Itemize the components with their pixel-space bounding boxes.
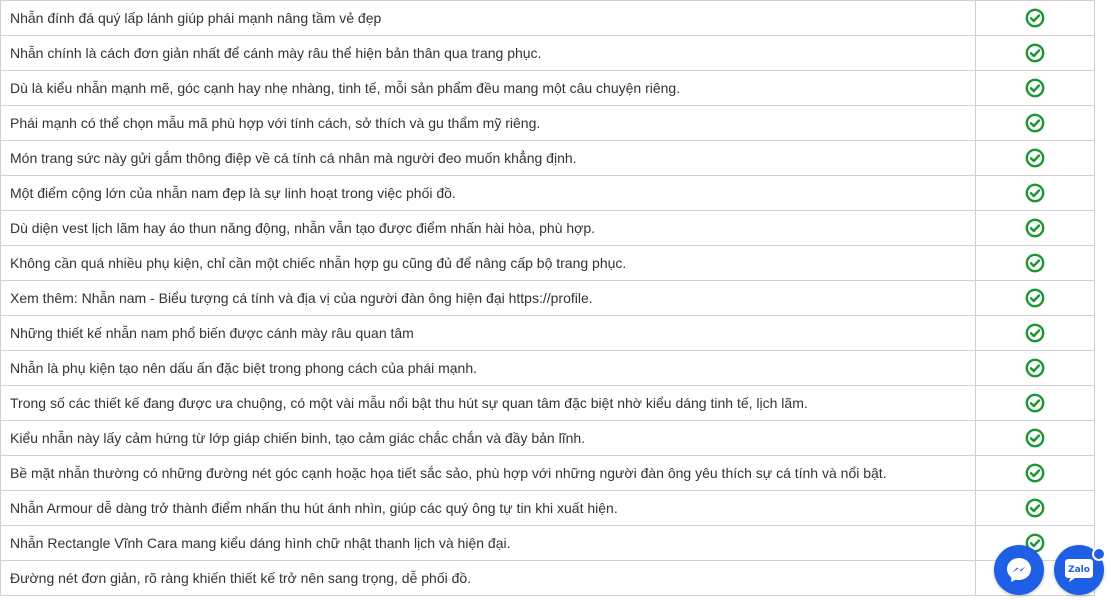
table-row: [1, 141, 1095, 176]
table-row: [1, 386, 1095, 421]
row-status-cell: [976, 36, 1095, 71]
messenger-icon: [1004, 555, 1034, 585]
check-circle-icon: [1025, 323, 1045, 343]
row-status-cell: [976, 351, 1095, 386]
row-text: Một điểm cộng lớn của nhẫn nam đẹp là sự linh hoạt trong việc phối đồ.: [1, 176, 976, 211]
table-row: [1, 316, 1095, 351]
check-circle-icon: [1025, 43, 1045, 63]
table-row: [1, 246, 1095, 281]
table-row: [1, 176, 1095, 211]
row-text: Không cần quá nhiều phụ kiện, chỉ cần một chiếc nhẫn hợp gu cũng đủ để nâng cấp bộ trang phục.: [1, 246, 976, 281]
check-circle-icon: [1025, 288, 1045, 308]
row-text: Những thiết kế nhẫn nam phổ biến được cánh mày râu quan tâm: [1, 316, 976, 351]
table-row: [1, 211, 1095, 246]
row-text: Xem thêm: Nhẫn nam - Biểu tượng cá tính và địa vị của người đàn ông hiện đại https://profile.: [1, 281, 976, 316]
table-row: [1, 36, 1095, 71]
check-circle-icon: [1025, 113, 1045, 133]
row-text: Đường nét đơn giản, rõ ràng khiến thiết kế trở nên sang trọng, dễ phối đồ.: [1, 561, 976, 596]
row-text: Bề mặt nhẫn thường có những đường nét góc cạnh hoặc họa tiết sắc sảo, phù hợp với những người đàn ông yêu thích sự cá tính và nổi bật.: [1, 456, 976, 491]
check-circle-icon: [1025, 393, 1045, 413]
check-circle-icon: [1025, 148, 1045, 168]
row-text: Kiểu nhẫn này lấy cảm hứng từ lớp giáp chiến binh, tạo cảm giác chắc chắn và đầy bản lĩnh.: [1, 421, 976, 456]
table-row: [1, 491, 1095, 526]
table-row: [1, 526, 1095, 561]
row-text: Nhẫn Rectangle Vĩnh Cara mang kiểu dáng hình chữ nhật thanh lịch và hiện đại.: [1, 526, 976, 561]
zalo-label: Zalo: [1068, 565, 1090, 575]
row-status-cell: [976, 106, 1095, 141]
notification-badge: [1092, 547, 1106, 561]
row-status-cell: [976, 456, 1095, 491]
table-row: [1, 1, 1095, 36]
row-text: Món trang sức này gửi gắm thông điệp về cá tính cá nhân mà người đeo muốn khẳng định.: [1, 141, 976, 176]
check-circle-icon: [1025, 253, 1045, 273]
check-circle-icon: [1025, 183, 1045, 203]
row-status-cell: [976, 141, 1095, 176]
row-text: Nhẫn Armour dễ dàng trở thành điểm nhấn thu hút ánh nhìn, giúp các quý ông tự tin khi xuất hiện.: [1, 491, 976, 526]
table-row: [1, 281, 1095, 316]
row-text: Dù là kiểu nhẫn mạnh mẽ, góc cạnh hay nhẹ nhàng, tinh tế, mỗi sản phẩm đều mang một câu chuyện riêng.: [1, 71, 976, 106]
table-row: [1, 351, 1095, 386]
check-circle-icon: [1025, 498, 1045, 518]
row-text: Dù diện vest lịch lãm hay áo thun năng động, nhẫn vẫn tạo được điểm nhấn hài hòa, phù hợp.: [1, 211, 976, 246]
zalo-icon: [1063, 555, 1095, 585]
row-status-cell: [976, 316, 1095, 351]
row-status-cell: [976, 491, 1095, 526]
row-status-cell: [976, 1, 1095, 36]
row-status-cell: [976, 281, 1095, 316]
check-circle-icon: [1025, 78, 1045, 98]
table-row: [1, 456, 1095, 491]
messenger-button[interactable]: [994, 545, 1044, 595]
row-status-cell: [976, 386, 1095, 421]
check-circle-icon: [1025, 428, 1045, 448]
row-status-cell: [976, 71, 1095, 106]
table-row: [1, 71, 1095, 106]
row-status-cell: [976, 176, 1095, 211]
table-row: [1, 106, 1095, 141]
table-row: [1, 561, 1095, 596]
table-body: [1, 1, 1095, 596]
row-text: Nhẫn chính là cách đơn giản nhất để cánh mày râu thể hiện bản thân qua trang phục.: [1, 36, 976, 71]
table-row: [1, 421, 1095, 456]
check-circle-icon: [1025, 8, 1045, 28]
row-status-cell: [976, 211, 1095, 246]
check-circle-icon: [1025, 463, 1045, 483]
row-text: Nhẫn đính đá quý lấp lánh giúp phái mạnh nâng tầm vẻ đẹp: [1, 1, 976, 36]
check-circle-icon: [1025, 358, 1045, 378]
row-status-cell: [976, 421, 1095, 456]
row-text: Phái mạnh có thể chọn mẫu mã phù hợp với tính cách, sở thích và gu thẩm mỹ riêng.: [1, 106, 976, 141]
zalo-button[interactable]: [1054, 545, 1104, 595]
row-text: Nhẫn là phụ kiện tạo nên dấu ấn đặc biệt trong phong cách của phái mạnh.: [1, 351, 976, 386]
row-text: Trong số các thiết kế đang được ưa chuộng, có một vài mẫu nổi bật thu hút sự quan tâm đặc biệt nhờ kiểu dáng tinh tế, lịch lãm.: [1, 386, 976, 421]
check-circle-icon: [1025, 218, 1045, 238]
row-status-cell: [976, 246, 1095, 281]
